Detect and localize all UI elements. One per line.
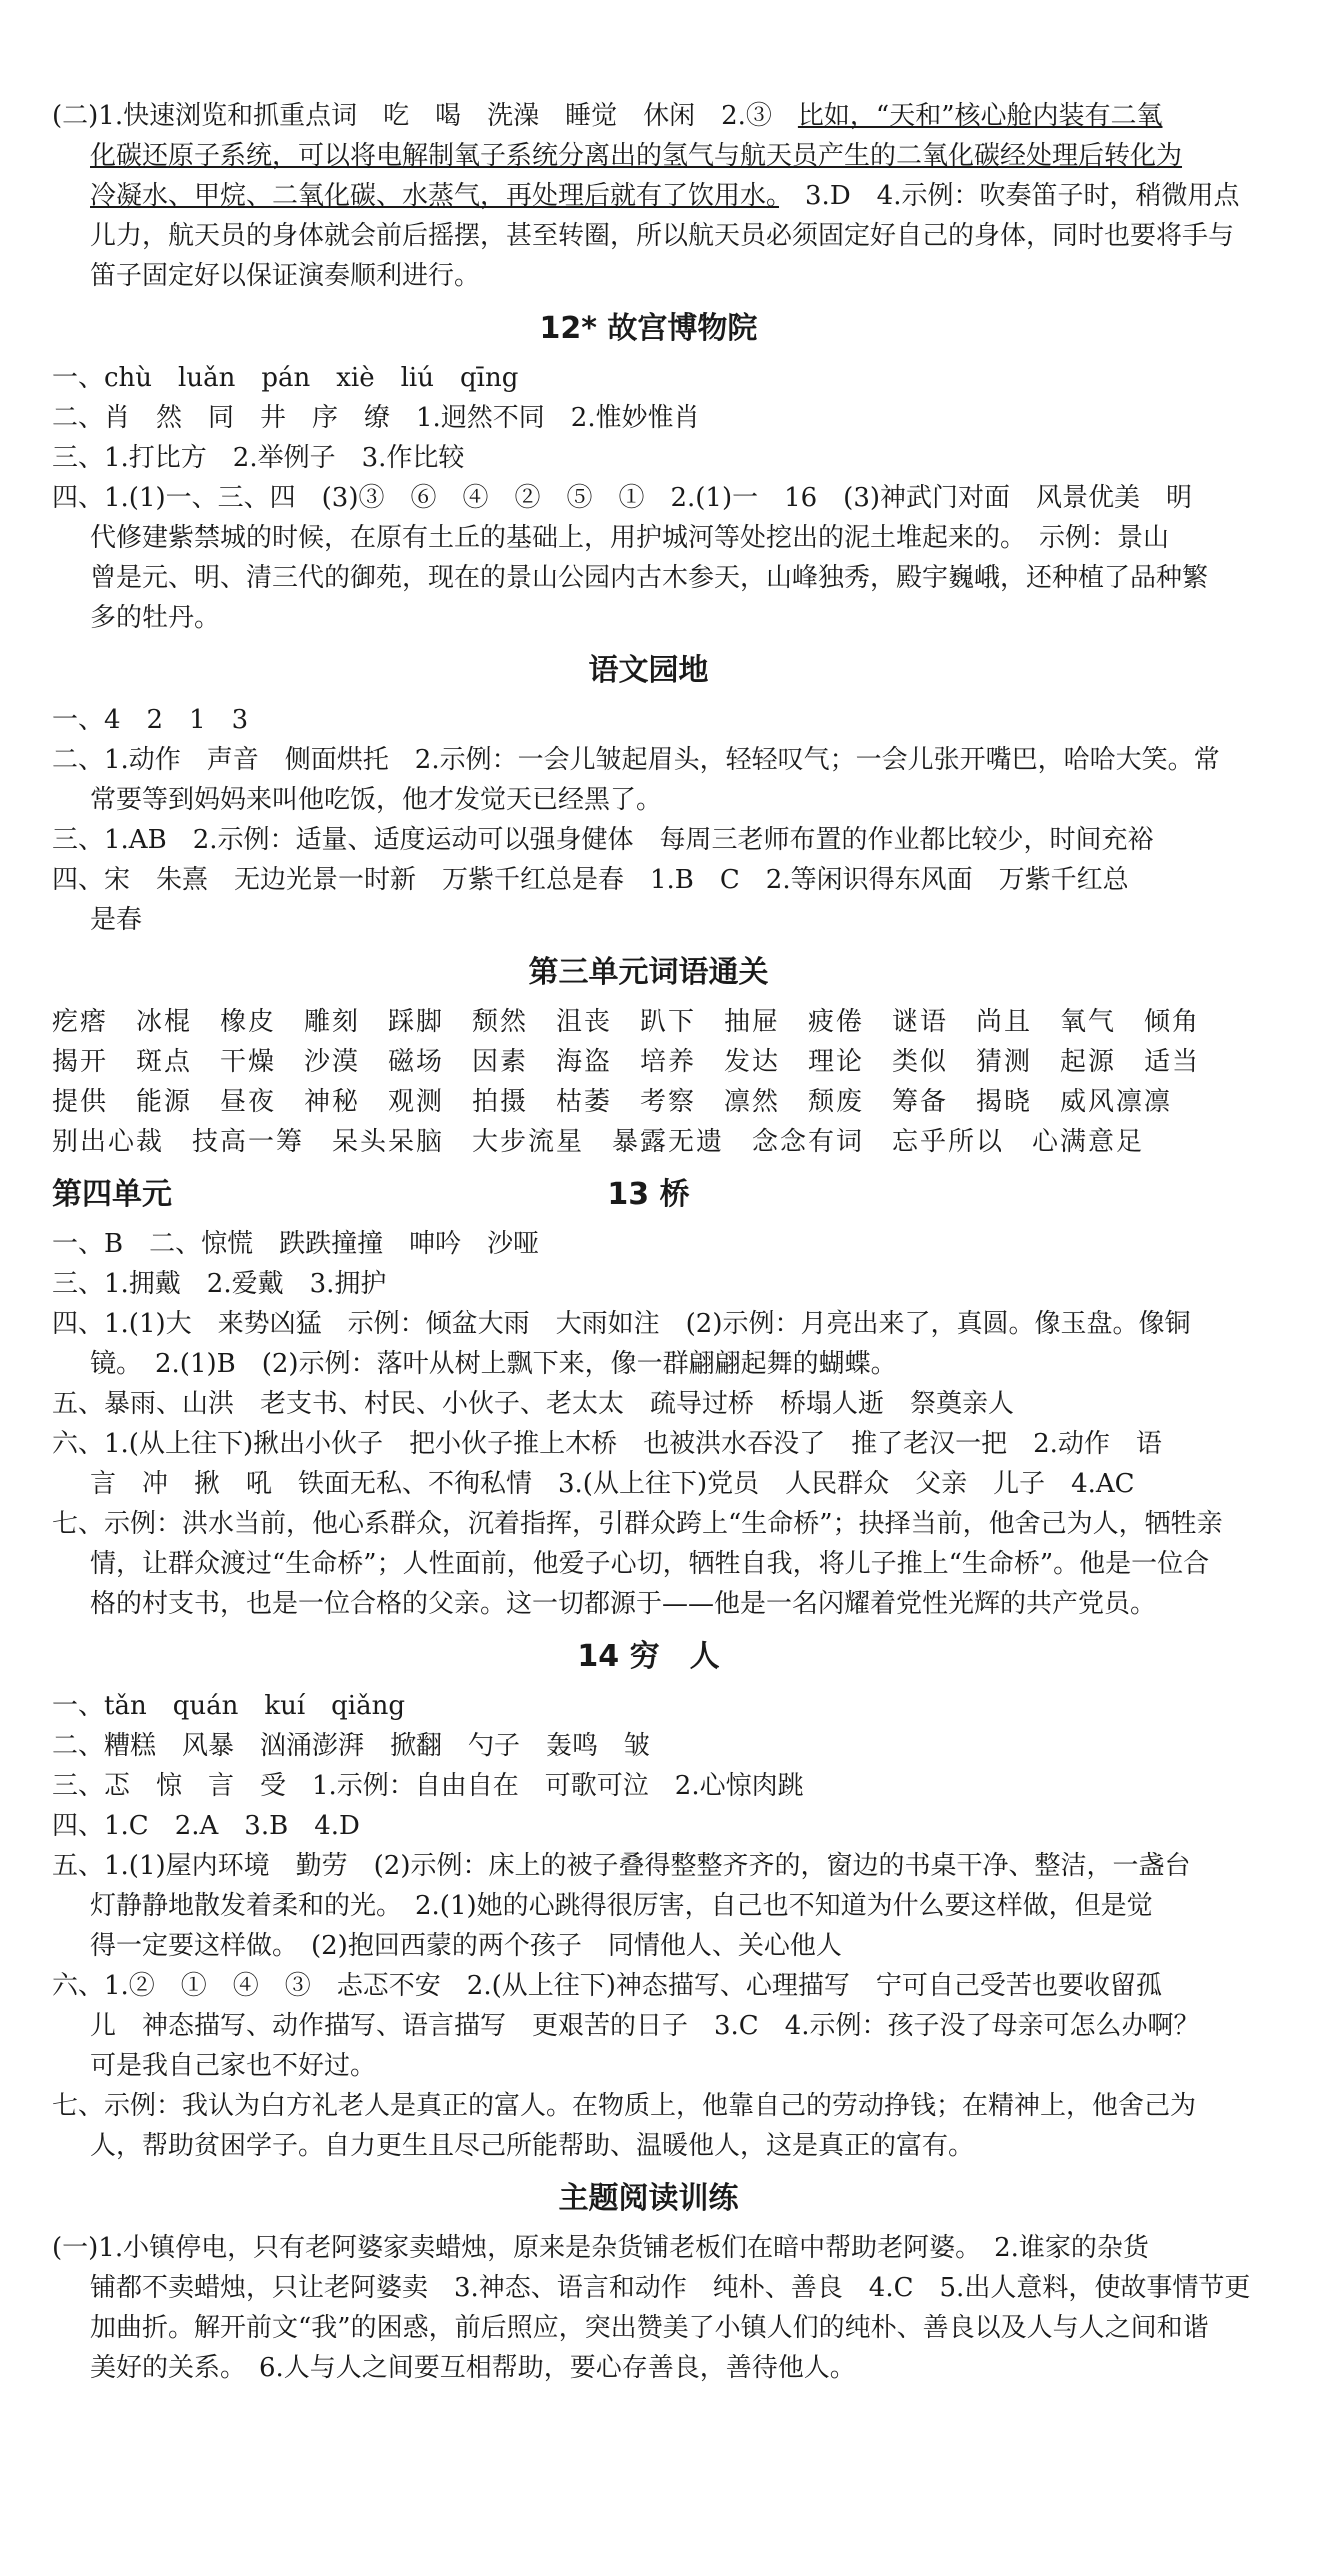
theme-reading-title: 主题阅读训练 — [558, 2181, 739, 2216]
s13-line: 四、1.(1)大 来势凶猛 示例：倾盆大雨 大雨如注 (2)示例：月亮出来了，真圆。像玉盘。像铜 — [52, 1309, 1191, 1339]
unit4-label: 第四单元 — [52, 1177, 172, 1212]
s12-line: 代修建紫禁城的时候，在原有土丘的基础上，用护城河等处挖出的泥土堆起来的。 示例：景山 — [90, 523, 1170, 553]
s14-line: 四、1.C 2.A 3.B 4.D — [52, 1811, 360, 1841]
s11-p1: (二)1.快速浏览和抓重点词 吃 喝 洗澡 睡觉 休闲 2.③ 比如，“天和”核心舱内装有二氧 — [52, 101, 1163, 131]
yuwen-yuandi-title: 语文园地 — [588, 653, 709, 688]
s11-p2: 化碳还原子系统，可以将电解制氧子系统分离出的氢气与航天员产生的二氧化碳经处理后转化为 — [90, 141, 1183, 171]
s14-line: 得一定要这样做。 (2)抱回西蒙的两个孩子 同情他人、关心他人 — [90, 1931, 842, 1961]
s11-p3: 冷凝水、甲烷、二氧化碳、水蒸气，再处理后就有了饮用水。 3.D 4.示例：吹奏笛子时，稍微用点 — [90, 181, 1240, 211]
vocab-line: 别出心裁 技高一筹 呆头呆脑 大步流星 暴露无遗 念念有词 忘乎所以 心满意足 — [52, 1127, 1145, 1157]
vocab-line: 提供 能源 昼夜 神秘 观测 拍摄 枯萎 考察 凛然 颓废 筹备 揭晓 威风凛凛 — [52, 1087, 1173, 1117]
lesson-14-title: 14 穷 人 — [577, 1639, 720, 1674]
s13-line: 一、B 二、惊慌 跌跌撞撞 呻吟 沙哑 — [52, 1229, 540, 1259]
ywyd-line: 一、4 2 1 3 — [52, 705, 249, 735]
s11-p5: 笛子固定好以保证演奏顺利进行。 — [90, 261, 481, 291]
s12-line: 三、1.打比方 2.举例子 3.作比较 — [52, 443, 465, 473]
s14-line: 六、1.② ① ④ ③ 忐忑不安 2.(从上往下)神态描写、心理描写 宁可自己受苦也要收留孤 — [52, 1971, 1162, 2001]
s13-line: 六、1.(从上往下)揪出小伙子 把小伙子推上木桥 也被洪水吞没了 推了老汉一把 2.动作 语 — [52, 1429, 1162, 1459]
ywyd-line: 四、宋 朱熹 无边光景一时新 万紫千红总是春 1.B C 2.等闲识得东风面 万紫千红总 — [52, 865, 1129, 895]
s13-line: 三、1.拥戴 2.爱戴 3.拥护 — [52, 1269, 387, 1299]
s12-line: 二、肖 然 同 井 序 缭 1.迥然不同 2.惟妙惟肖 — [52, 403, 700, 433]
s14-line: 可是我自己家也不好过。 — [90, 2051, 377, 2081]
s13-line: 七、示例：洪水当前，他心系群众，沉着指挥，引群众跨上“生命桥”；抉择当前，他舍己为人，牺牲亲 — [52, 1509, 1223, 1539]
s12-line: 一、chù luǎn pán xiè liú qīng — [52, 363, 519, 393]
s13-line: 情，让群众渡过“生命桥”；人性面前，他爱子心切，牺牲自我，将儿子推上“生命桥”。他是一位合 — [90, 1549, 1210, 1579]
s14-line: 人，帮助贫困学子。自力更生且尽己所能帮助、温暖他人，这是真正的富有。 — [90, 2131, 975, 2161]
reading-line: 铺都不卖蜡烛，只让老阿婆卖 3.神态、语言和动作 纯朴、善良 4.C 5.出人意料，使故事情节更 — [90, 2273, 1251, 2303]
s11-p4: 儿力，航天员的身体就会前后摇摆，甚至转圈，所以航天员必须固定好自己的身体，同时也要将手与 — [90, 221, 1235, 251]
s14-line: 七、示例：我认为白方礼老人是真正的富人。在物质上，他靠自己的劳动挣钱；在精神上，他舍己为 — [52, 2091, 1197, 2121]
s13-line: 言 冲 揪 吼 铁面无私、不徇私情 3.(从上往下)党员 人民群众 父亲 儿子 4.AC — [90, 1469, 1135, 1499]
ywyd-line: 是春 — [90, 905, 143, 935]
s14-line: 一、tǎn quán kuí qiǎng — [52, 1691, 405, 1721]
s14-line: 三、忑 惊 言 受 1.示例：自由自在 可歌可泣 2.心惊肉跳 — [52, 1771, 804, 1801]
s13-line: 格的村支书，也是一位合格的父亲。这一切都源于——他是一名闪耀着党性光辉的共产党员。 — [90, 1589, 1157, 1619]
ywyd-line: 三、1.AB 2.示例：适量、适度运动可以强身健体 每周三老师布置的作业都比较少，时间充裕 — [52, 825, 1154, 855]
reading-line: (一)1.小镇停电，只有老阿婆家卖蜡烛，原来是杂货铺老板们在暗中帮助老阿婆。 2.谁家的杂货 — [52, 2233, 1149, 2263]
s14-line: 儿 神态描写、动作描写、语言描写 更艰苦的日子 3.C 4.示例：孩子没了母亲可怎么办啊？ — [90, 2011, 1200, 2041]
s14-line: 灯静静地散发着柔和的光。 2.(1)她的心跳得很厉害，自己也不知道为什么要这样做，但是觉 — [90, 1891, 1153, 1921]
ywyd-line: 二、1.动作 声音 侧面烘托 2.示例：一会儿皱起眉头，轻轻叹气；一会儿张开嘴巴，哈哈大笑。常 — [52, 745, 1220, 775]
lesson-13-title: 第四单元 13 桥 — [52, 1172, 1245, 1218]
s14-line: 二、糟糕 风暴 汹涌澎湃 掀翻 勺子 轰鸣 皱 — [52, 1731, 651, 1761]
reading-line: 美好的关系。 6.人与人之间要互相帮助，要心存善良，善待他人。 — [90, 2353, 856, 2383]
s13-line: 镜。 2.(1)B (2)示例：落叶从树上飘下来，像一群翩翩起舞的蝴蝶。 — [90, 1349, 897, 1379]
s13-line: 五、暴雨、山洪 老支书、村民、小伙子、老太太 疏导过桥 桥塌人逝 祭奠亲人 — [52, 1389, 1015, 1419]
unit3-vocab-title: 第三单元词语通关 — [528, 955, 769, 990]
vocab-line: 揭开 斑点 干燥 沙漠 磁场 因素 海盗 培养 发达 理论 类似 猜测 起源 适当 — [52, 1047, 1201, 1077]
s12-line: 四、1.(1)一、三、四 (3)③ ⑥ ④ ② ⑤ ① 2.(1)一 16 (3)神武门对面 风景优美 明 — [52, 483, 1193, 513]
s12-line: 曾是元、明、清三代的御苑，现在的景山公园内古木参天，山峰独秀，殿宇巍峨，还种植了品种繁 — [90, 563, 1209, 593]
s12-line: 多的牡丹。 — [90, 603, 221, 633]
s14-line: 五、1.(1)屋内环境 勤劳 (2)示例：床上的被子叠得整整齐齐的，窗边的书桌干净、整洁，一盏台 — [52, 1851, 1191, 1881]
vocab-line: 疙瘩 冰棍 橡皮 雕刻 踩脚 颓然 沮丧 趴下 抽屉 疲倦 谜语 尚且 氧气 倾角 — [52, 1007, 1201, 1037]
reading-line: 加曲折。解开前文“我”的困惑，前后照应，突出赞美了小镇人们的纯朴、善良以及人与人之间和谐 — [90, 2313, 1209, 2343]
ywyd-line: 常要等到妈妈来叫他吃饭，他才发觉天已经黑了。 — [90, 785, 663, 815]
lesson-12-title: 12* 故宫博物院 — [539, 311, 758, 346]
